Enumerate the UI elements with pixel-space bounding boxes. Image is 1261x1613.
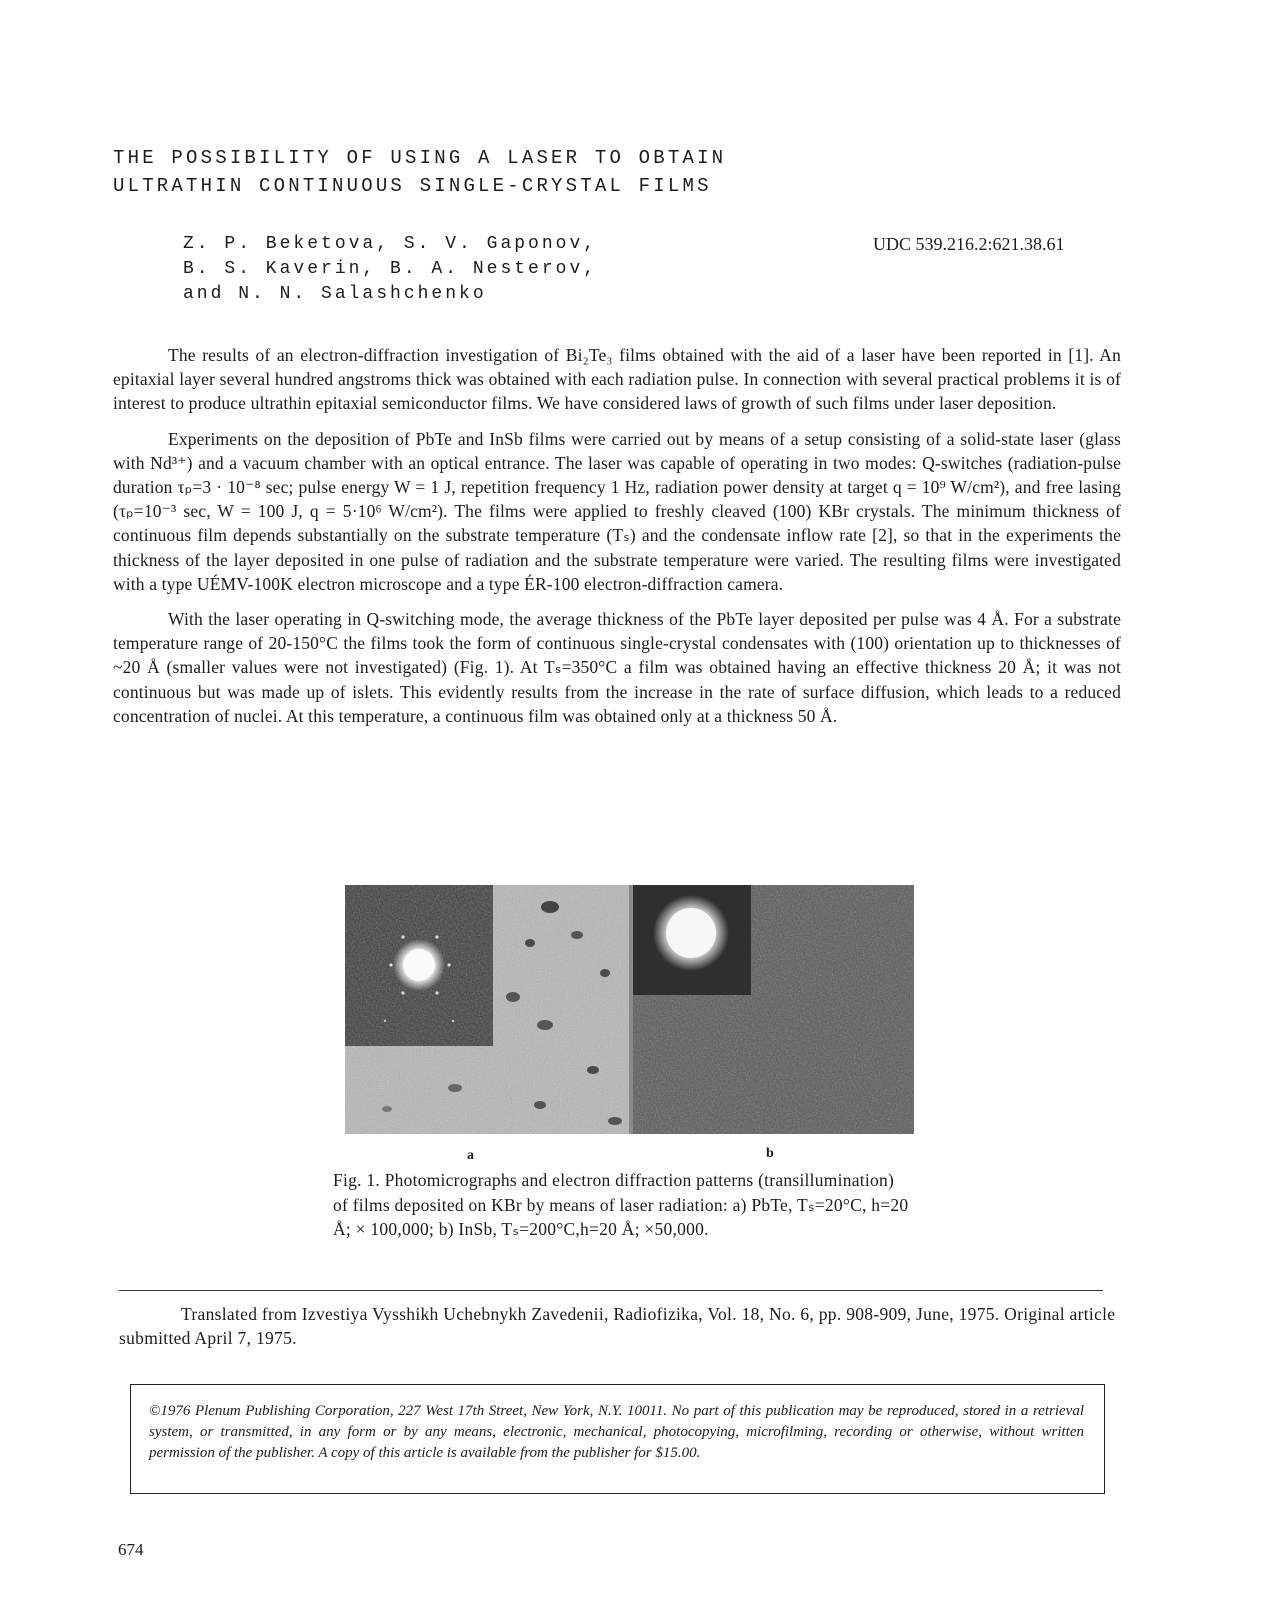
- author-list: [183, 232, 597, 307]
- copyright-box: [130, 1384, 1105, 1494]
- translation-note-text: Translated from Izvestiya Vysshikh Uchebnykh Zavedenii, Radiofizika, Vol. 18, No. 6, pp. 908-909, June, 1975. Original article submitted April 7, 1975.: [119, 1304, 1116, 1348]
- authors-line-1: Z. P. Beketova, S. V. Gaponov,: [183, 234, 598, 254]
- translation-note: [119, 1302, 1119, 1350]
- paragraph-3: With the laser operating in Q-switching mode, the average thickness of the PbTe layer deposited per pulse was 4 Å. For a substrate temperature range of 20-150°C the films took the form of continuous single-crystal condensates with (100) orientation up to thicknesses of ~20 Å (smaller values were not investigated) (Fig. 1). At Tₛ=350°C a film was obtained having an effective thickness 20 Å; it was not continuous but was made up of islets. This evidently results from the increase in the rate of surface diffusion, which leads to a reduced concentration of nuclei. At this temperature, a continuous film was obtained only at a thickness 50 Å.: [113, 609, 1121, 726]
- copyright-text: ©1976 Plenum Publishing Corporation, 227 West 17th Street, New York, N.Y. 10011. No part of this publication may be reproduced, stored in a retrieval system, or transmitted, in any form or by any means, electronic, mechanical, photocopying, microfilming, recording or otherwise, without written permission of the publisher. A copy of this article is available from the publisher for $15.00.: [149, 1403, 1084, 1461]
- figure-1: [345, 885, 914, 1134]
- paragraph-1: The results of an electron-diffraction investigation of Bi₂Te₃ films obtained with the aid of a laser have been reported in [1]. An epitaxial layer several hundred angstroms thick was obtained with each radiation pulse. In connection with several practical problems it is of interest to produce ultrathin epitaxial semiconductor films. We have considered laws of growth of such films under laser deposition.: [113, 345, 1121, 414]
- article-title: [113, 144, 726, 200]
- footnote-divider: [119, 1290, 1103, 1291]
- figure-micrographs: [345, 885, 914, 1134]
- title-line-1: THE POSSIBILITY OF USING A LASER TO OBTAIN: [113, 147, 727, 169]
- body-text: [113, 343, 1121, 728]
- authors-line-3: and N. N. Salashchenko: [183, 284, 487, 304]
- authors-line-2: B. S. Kaverin, B. A. Nesterov,: [183, 259, 598, 279]
- udc-code: UDC 539.216.2:621.38.61: [873, 234, 1065, 254]
- panel-b-photomicrograph: [631, 885, 914, 1134]
- page-number: 674: [118, 1540, 144, 1559]
- figure-label-a: a: [467, 1148, 474, 1163]
- panel-a-photomicrograph: [345, 885, 631, 1134]
- figure-label-b: b: [766, 1146, 774, 1161]
- figure-caption: Fig. 1. Photomicrographs and electron diffraction patterns (transillumination) of films deposited on KBr by means of laser radiation: a) PbTe, Tₛ=20°C, h=20 Å; × 100,000; b) InSb, Tₛ=200°C,h=20 Å; ×50,000.: [333, 1170, 909, 1239]
- title-line-2: ULTRATHIN CONTINUOUS SINGLE-CRYSTAL FILMS: [113, 175, 712, 197]
- paragraph-2: Experiments on the deposition of PbTe and InSb films were carried out by means of a setup consisting of a solid-state laser (glass with Nd³⁺) and a vacuum chamber with an optical entrance. The laser was capable of operating in two modes: Q-switches (radiation-pulse duration τₚ=3 · 10⁻⁸ sec; pulse energy W = 1 J, repetition frequency 1 Hz, radiation power density at target q = 10⁹ W/cm²), and free lasing (τₚ=10⁻³ sec, W = 100 J, q = 5·10⁶ W/cm²). The films were applied to freshly cleaved (100) KBr crystals. The minimum thickness of continuous film depends substantially on the substrate temperature (Tₛ) and the condensate inflow rate [2], so that in the experiments the thickness of the layer deposited in one pulse of radiation and the substrate temperature were varied. The resulting films were investigated with a type UÉMV-100K electron microscope and a type ÉR-100 electron-diffraction camera.: [113, 428, 1121, 594]
